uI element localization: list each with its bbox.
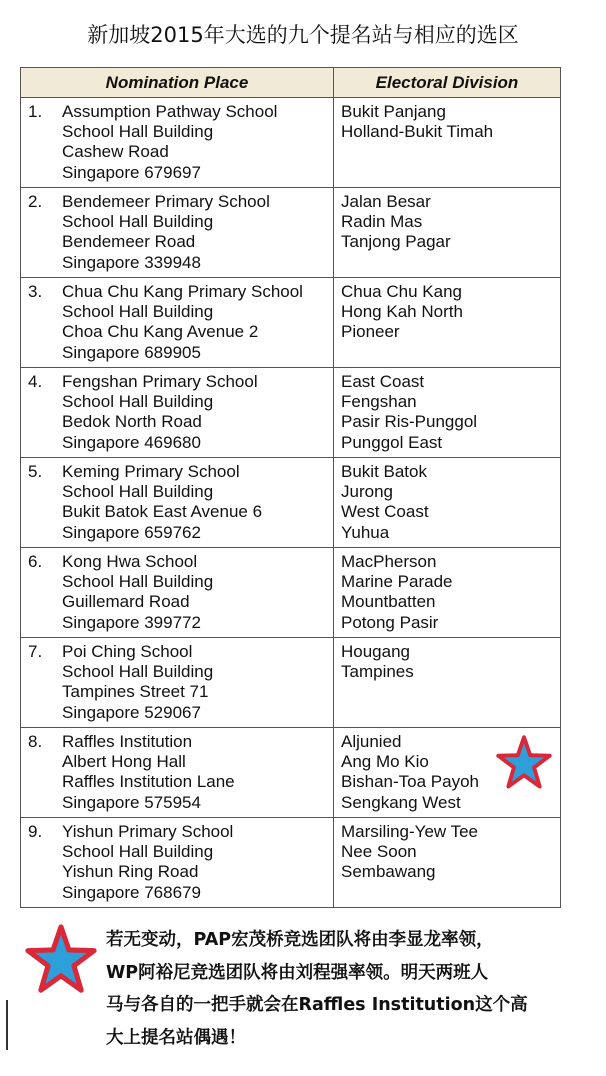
nomination-place-cell <box>21 728 334 818</box>
address-line: Assumption Pathway School <box>62 102 278 121</box>
division-name: Aljunied <box>341 732 402 751</box>
division-name: Hougang <box>341 642 411 661</box>
division-name: Sembawang <box>341 862 436 882</box>
row-number: 5. <box>28 462 43 481</box>
table-row <box>21 368 561 458</box>
division-name: Chua Chu Kang <box>341 282 462 301</box>
nomination-place-cell <box>21 548 334 638</box>
division-name: Radin Mas <box>341 212 423 232</box>
electoral-division-cell <box>334 188 561 278</box>
note-text <box>106 924 596 1054</box>
address-line: Singapore 575954 <box>62 792 201 812</box>
address-line: Raffles Institution Lane <box>62 772 235 792</box>
header-electoral-division: Electoral Division <box>334 68 561 98</box>
address-line: Raffles Institution <box>62 732 193 751</box>
nomination-place-cell <box>21 638 334 728</box>
electoral-division-cell <box>334 818 561 908</box>
address-line: Albert Hong Hall <box>62 752 186 772</box>
address-line: Bedok North Road <box>62 412 202 432</box>
address-line: Kong Hwa School <box>62 552 198 571</box>
header-nomination-place: Nomination Place <box>21 68 334 98</box>
address-line: Singapore 659762 <box>62 522 201 542</box>
address-line: School Hall Building <box>62 122 214 142</box>
address-line: School Hall Building <box>62 842 214 862</box>
address-line: School Hall Building <box>62 212 214 232</box>
row-number: 9. <box>28 822 43 841</box>
address-line: Bendemeer Road <box>62 232 196 252</box>
division-name: Jurong <box>341 482 393 502</box>
address-line: Yishun Primary School <box>62 822 234 841</box>
table-row <box>21 818 561 908</box>
table-row <box>21 638 561 728</box>
address-line: Bukit Batok East Avenue 6 <box>62 502 263 522</box>
electoral-division-cell <box>334 278 561 368</box>
address-line: Guillemard Road <box>62 592 190 612</box>
division-name: MacPherson <box>341 552 437 571</box>
address-line: Bendemeer Primary School <box>62 192 270 211</box>
table-row <box>21 188 561 278</box>
row-number: 6. <box>28 552 43 571</box>
address-line: School Hall Building <box>62 482 214 502</box>
address-line: Keming Primary School <box>62 462 240 481</box>
row-number: 3. <box>28 282 43 301</box>
division-name: Mountbatten <box>341 592 436 612</box>
division-name: Marine Parade <box>341 572 453 592</box>
star-icon <box>24 924 98 996</box>
division-name: Marsiling-Yew Tee <box>341 822 479 841</box>
division-name: Sengkang West <box>341 792 461 812</box>
division-name: Bukit Panjang <box>341 102 446 121</box>
table-row <box>21 278 561 368</box>
table-row <box>21 548 561 638</box>
address-line: Fengshan Primary School <box>62 372 258 391</box>
note-line: WP阿裕尼竞选团队将由刘程强率领。明天两班人 <box>106 962 489 983</box>
division-name: Pasir Ris-Punggol <box>341 412 478 432</box>
row-number: 4. <box>28 372 43 391</box>
electoral-division-cell <box>334 368 561 458</box>
address-line: Singapore 399772 <box>62 612 201 632</box>
division-name: Holland-Bukit Timah <box>341 122 494 142</box>
nomination-place-cell <box>21 368 334 458</box>
address-line: School Hall Building <box>62 302 214 322</box>
division-name: Bishan-Toa Payoh <box>341 772 479 792</box>
row-number: 1. <box>28 102 43 121</box>
address-line: Singapore 339948 <box>62 252 201 272</box>
row-number: 2. <box>28 192 43 211</box>
table-row <box>21 728 561 818</box>
address-line: Tampines Street 71 <box>62 682 209 702</box>
table-row <box>21 98 561 188</box>
division-name: Nee Soon <box>341 842 417 862</box>
nomination-place-cell <box>21 818 334 908</box>
division-name: Ang Mo Kio <box>341 752 429 772</box>
address-line: Singapore 529067 <box>62 702 201 722</box>
address-line: Poi Ching School <box>62 642 193 661</box>
division-name: East Coast <box>341 372 425 391</box>
page-title: 新加坡2015年大选的九个提名站与相应的选区 <box>87 23 519 47</box>
division-name: Jalan Besar <box>341 192 431 211</box>
row-number: 8. <box>28 732 43 751</box>
nomination-place-cell <box>21 98 334 188</box>
division-name: Fengshan <box>341 392 417 412</box>
electoral-division-cell <box>334 548 561 638</box>
address-line: School Hall Building <box>62 662 214 682</box>
nomination-table <box>20 67 561 908</box>
address-line: Singapore 768679 <box>62 882 201 902</box>
row-number: 7. <box>28 642 43 661</box>
address-line: Singapore 469680 <box>62 432 201 452</box>
note-line: 若无变动，PAP宏茂桥竞选团队将由李显龙率领， <box>106 930 494 950</box>
electoral-division-cell <box>334 638 561 728</box>
star-icon <box>496 735 552 791</box>
nomination-place-cell <box>21 458 334 548</box>
left-edge-line <box>6 1000 8 1050</box>
table-row <box>21 458 561 548</box>
division-name: Tanjong Pagar <box>341 232 451 252</box>
address-line: Chua Chu Kang Primary School <box>62 282 303 301</box>
division-name: Pioneer <box>341 322 400 342</box>
address-line: Cashew Road <box>62 142 169 162</box>
division-name: Punggol East <box>341 432 443 452</box>
nomination-place-cell <box>21 278 334 368</box>
nomination-place-cell <box>21 188 334 278</box>
note-line: 大上提名站偶遇！ <box>106 1027 246 1048</box>
division-name: Tampines <box>341 662 414 682</box>
address-line: Singapore 689905 <box>62 342 201 362</box>
division-name: Yuhua <box>341 522 390 542</box>
division-name: West Coast <box>341 502 429 522</box>
electoral-division-cell <box>334 98 561 188</box>
division-name: Potong Pasir <box>341 612 439 632</box>
note-line: 马与各自的一把手就会在Raffles Institution这个高 <box>106 995 528 1015</box>
address-line: Choa Chu Kang Avenue 2 <box>62 322 259 342</box>
address-line: Yishun Ring Road <box>62 862 199 882</box>
division-name: Hong Kah North <box>341 302 463 322</box>
division-name: Bukit Batok <box>341 462 427 481</box>
electoral-division-cell <box>334 458 561 548</box>
table-header-row <box>21 68 561 98</box>
address-line: School Hall Building <box>62 572 214 592</box>
address-line: School Hall Building <box>62 392 214 412</box>
address-line: Singapore 679697 <box>62 162 201 182</box>
